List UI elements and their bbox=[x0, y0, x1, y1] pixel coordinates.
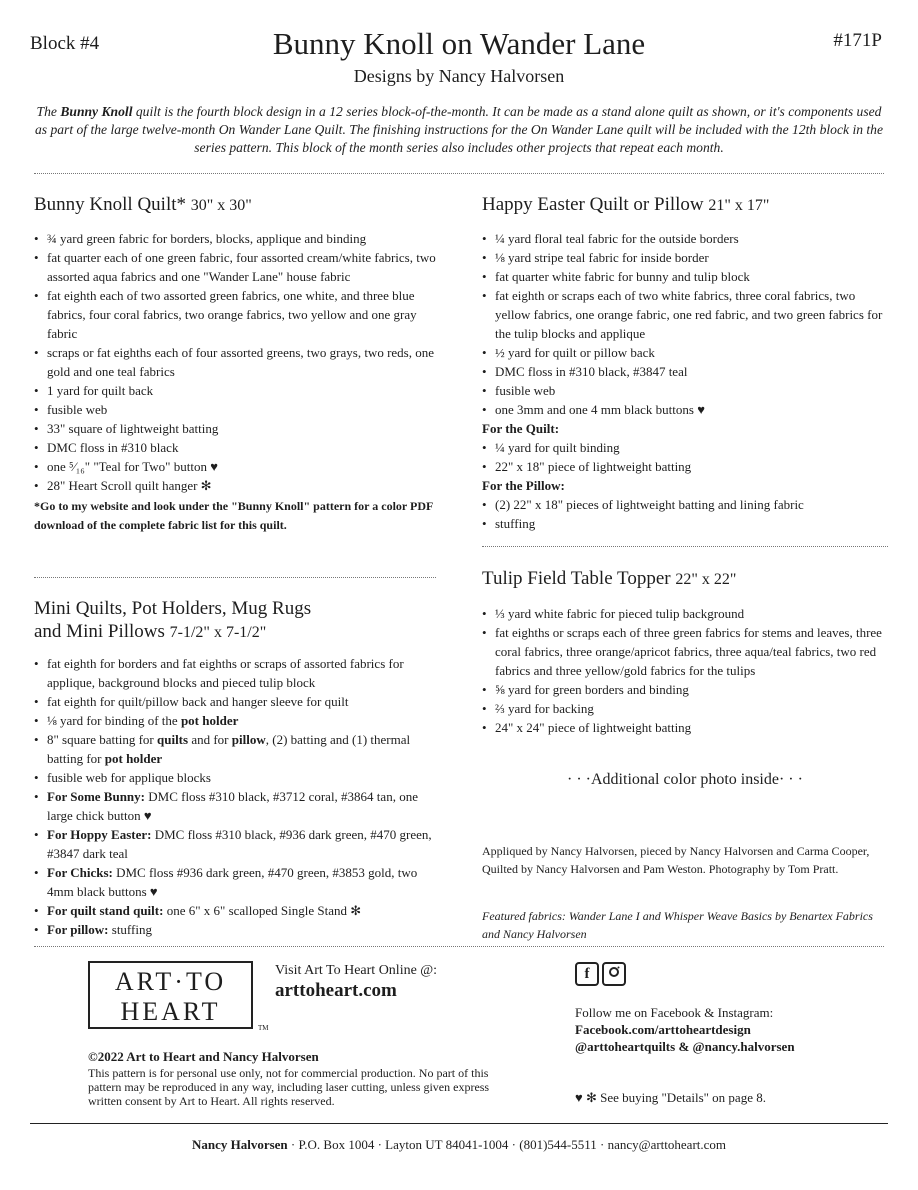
tulip-list bbox=[482, 604, 888, 737]
pattern-number: #171P bbox=[833, 30, 882, 51]
list-item: • DMC floss in #310 black bbox=[34, 438, 444, 457]
art-to-heart-logo: ART·TO HEART bbox=[88, 961, 253, 1029]
list-item: • 8" square batting for quilts and for pillow, (2) batting and (1) thermal batting for pot holder bbox=[34, 730, 444, 768]
list-item: • (2) 22" x 18" pieces of lightweight batting and lining fabric bbox=[482, 495, 888, 514]
intro-bold: Bunny Knoll bbox=[60, 104, 133, 119]
page-subtitle: Designs by Nancy Halvorsen bbox=[353, 66, 565, 86]
mini-quilts-section bbox=[34, 597, 444, 939]
list-item: • fat eighth each of two assorted green fabrics, one white, and three blue fabrics, four coral fabrics, two orange fabrics, two yellow and one gray fabric bbox=[34, 286, 444, 343]
visit-label: Visit Art To Heart Online @: bbox=[275, 963, 438, 978]
list-item: • 1 yard for quilt back bbox=[34, 381, 444, 400]
list-item: • DMC floss in #310 black, #3847 teal bbox=[482, 362, 888, 381]
bunny-knoll-section bbox=[34, 193, 444, 535]
happy-easter-list bbox=[482, 229, 888, 419]
photo-note: · · ·Additional color photo inside· · · bbox=[567, 771, 803, 788]
for-quilt-heading: For the Quilt: bbox=[482, 421, 560, 436]
list-item: • For Hoppy Easter: DMC floss #310 black, #936 dark green, #470 green, #3847 dark teal bbox=[34, 825, 444, 863]
for-pillow-heading: For the Pillow: bbox=[482, 478, 565, 493]
facebook-link[interactable]: Facebook.com/arttoheartdesign bbox=[575, 1022, 751, 1037]
list-item: • 33" square of lightweight batting bbox=[34, 419, 444, 438]
list-item: • ⅔ yard for backing bbox=[482, 699, 888, 718]
follow-block bbox=[575, 1004, 795, 1055]
list-item: • ¾ yard green fabric for borders, blocks, applique and binding bbox=[34, 229, 444, 248]
copyright-heading: ©2022 Art to Heart and Nancy Halvorsen bbox=[88, 1049, 319, 1064]
list-item: • fusible web for applique blocks bbox=[34, 768, 444, 787]
credits: Appliqued by Nancy Halvorsen, pieced by Nancy Halvorsen and Carma Cooper, Quilted by Nancy Halvorsen and Pam Weston. Photography by Tom Pratt. bbox=[482, 844, 870, 876]
list-item: • ¼ yard for quilt binding bbox=[482, 438, 888, 457]
list-item: • For pillow: stuffing bbox=[34, 920, 444, 939]
social-icons bbox=[575, 962, 629, 986]
tulip-title: Tulip Field Table Topper 22" x 22" bbox=[482, 568, 737, 589]
list-item: • fat eighth or scraps each of two white fabrics, three coral fabrics, two yellow fabrics, one orange fabric, one red fabric, and two green fabrics for the tulip blocks and applique bbox=[482, 286, 888, 343]
for-pillow-list bbox=[482, 495, 888, 533]
instagram-link[interactable]: @arttoheartquilts & @nancy.halvorsen bbox=[575, 1039, 795, 1054]
follow-label: Follow me on Facebook & Instagram: bbox=[575, 1005, 774, 1020]
facebook-icon[interactable]: f bbox=[575, 962, 599, 986]
instagram-icon[interactable] bbox=[602, 962, 626, 986]
list-item: • 22" x 18" piece of lightweight batting bbox=[482, 457, 888, 476]
bunny-knoll-list bbox=[34, 229, 444, 495]
list-item: • fat quarter each of one green fabric, four assorted cream/white fabrics, two assorted aqua fabrics and one "Wander Lane" house fabric bbox=[34, 248, 444, 286]
list-item: • ⅝ yard for green borders and binding bbox=[482, 680, 888, 699]
list-item: • one ⁵⁄₁₆" "Teal for Two" button ♥ bbox=[34, 457, 444, 476]
for-quilt-list bbox=[482, 438, 888, 476]
website-link[interactable]: arttoheart.com bbox=[275, 980, 397, 1001]
list-item: • fusible web bbox=[482, 381, 888, 400]
list-item: • fusible web bbox=[34, 400, 444, 419]
list-item: • ⅛ yard stripe teal fabric for inside border bbox=[482, 248, 888, 267]
divider bbox=[34, 173, 884, 174]
list-item: • fat eighth for quilt/pillow back and hanger sleeve for quilt bbox=[34, 692, 444, 711]
happy-easter-section bbox=[482, 193, 888, 533]
list-item: • ⅓ yard white fabric for pieced tulip background bbox=[482, 604, 888, 623]
divider bbox=[482, 546, 888, 547]
list-item: • scraps or fat eighths each of four assorted greens, two grays, two reds, one gold and one teal fabrics bbox=[34, 343, 444, 381]
list-item: • fat eighths or scraps each of three green fabrics for stems and leaves, three coral fabrics, three orange/apricot fabrics, three aqua/teal fabrics, two red fabrics and three yellow/gold fabrics for the tulips bbox=[482, 623, 888, 680]
page-title: Bunny Knoll on Wander Lane bbox=[272, 26, 646, 61]
list-item: • For quilt stand quilt: one 6" x 6" scalloped Single Stand ✻ bbox=[34, 901, 444, 920]
intro-paragraph: The Bunny Knoll quilt is the fourth block design in a 12 series block-of-the-month. It can be made as a stand alone quilt as shown, or it's components used as part of the large twelve-month On Wander Lane Quilt. The finishing instructions for the On Wander Lane quilt will be included with the 12th block in the series pattern. This block of the month series also includes other projects that repeat each month. bbox=[34, 104, 884, 155]
footer-rule bbox=[30, 1123, 888, 1124]
divider bbox=[34, 577, 436, 578]
block-number: Block #4 bbox=[30, 33, 100, 54]
footer-contact: Nancy Halvorsen · P.O. Box 1004 · Layton UT 84041-1004 · (801)544-5511 · nancy@arttoheart.com bbox=[191, 1137, 727, 1152]
list-item: • ¼ yard floral teal fabric for the outside borders bbox=[482, 229, 888, 248]
list-item: • fat quarter white fabric for bunny and tulip block bbox=[482, 267, 888, 286]
bunny-knoll-title: Bunny Knoll Quilt* 30" x 30" bbox=[34, 194, 252, 215]
list-item: • For Chicks: DMC floss #936 dark green, #470 green, #3853 gold, two 4mm black buttons ♥ bbox=[34, 863, 444, 901]
mini-quilts-title: Mini Quilts, Pot Holders, Mug Rugs and Mini Pillows 7-1/2" x 7-1/2" bbox=[34, 598, 312, 642]
list-item: • 24" x 24" piece of lightweight batting bbox=[482, 718, 888, 737]
list-item: • fat eighth for borders and fat eighths or scraps of assorted fabrics for applique, background blocks and pieced tulip block bbox=[34, 654, 444, 692]
happy-easter-title: Happy Easter Quilt or Pillow 21" x 17" bbox=[482, 194, 770, 215]
bunny-knoll-note: *Go to my website and look under the "Bunny Knoll" pattern for a color PDF download of the complete fabric list for this quilt. bbox=[34, 499, 433, 532]
list-item: • 28" Heart Scroll quilt hanger ✻ bbox=[34, 476, 444, 495]
mini-quilts-list bbox=[34, 654, 444, 939]
list-item: • stuffing bbox=[482, 514, 888, 533]
details-note: ♥ ✻ See buying "Details" on page 8. bbox=[575, 1090, 766, 1105]
list-item: • one 3mm and one 4 mm black buttons ♥ bbox=[482, 400, 888, 419]
tulip-section bbox=[482, 567, 888, 737]
divider bbox=[34, 946, 884, 947]
copyright-text: This pattern is for personal use only, not for commercial production. No part of this pattern may be reproduced in any way, including laser cutting, unless given express written consent by Art to Heart. All rights reserved. bbox=[88, 1066, 490, 1108]
list-item: • ⅛ yard for binding of the pot holder bbox=[34, 711, 444, 730]
trademark: TM bbox=[258, 1024, 269, 1032]
list-item: • ½ yard for quilt or pillow back bbox=[482, 343, 888, 362]
list-item: • For Some Bunny: DMC floss #310 black, #3712 coral, #3864 tan, one large chick button ♥ bbox=[34, 787, 444, 825]
featured-fabrics: Featured fabrics: Wander Lane I and Whisper Weave Basics by Benartex Fabrics and Nancy Halvorsen bbox=[482, 909, 873, 941]
